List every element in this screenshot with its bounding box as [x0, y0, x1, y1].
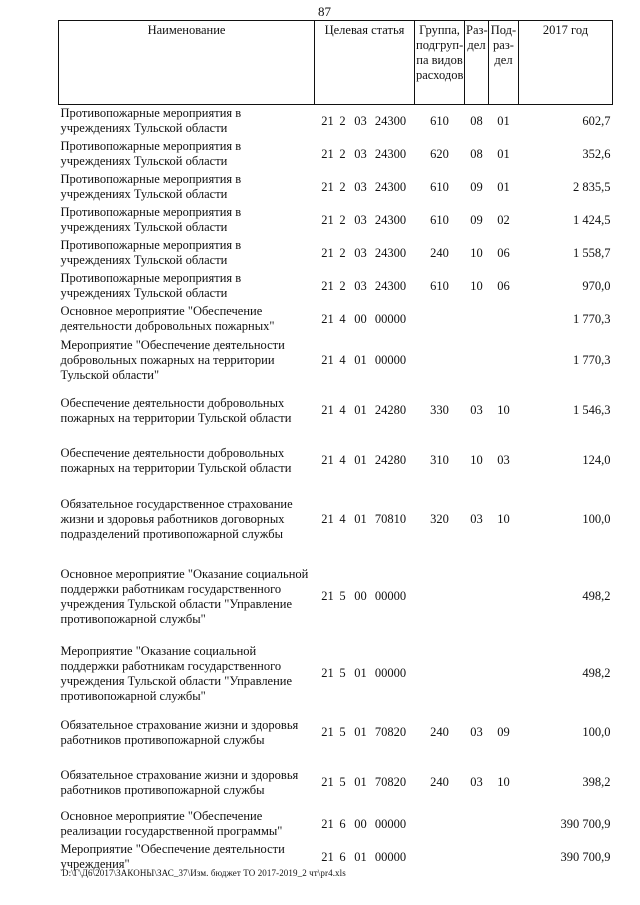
row-section — [465, 336, 489, 386]
row-name: Противопожарные мероприятия в учреждениях Тульской области — [60, 238, 242, 267]
row-name: Противопожарные мероприятия в учреждениях Тульской области — [60, 271, 242, 300]
target-article-part: 00000 — [374, 353, 407, 367]
row-name: Обеспечение деятельности добровольных пожарных на территории Тульской области — [60, 445, 292, 475]
row-group — [415, 640, 465, 708]
target-article-part: 21 — [321, 212, 334, 227]
row-group: 620 — [430, 146, 449, 161]
table-body — [59, 105, 613, 874]
row-section: 03 — [470, 512, 483, 526]
row-amount: 602,7 — [582, 113, 611, 128]
row-group — [415, 808, 465, 841]
target-article-part: 21 — [321, 113, 334, 128]
header-subsection: Под- раз- дел — [489, 21, 519, 105]
row-target-article — [315, 138, 415, 171]
row-name: Мероприятие "Обеспечение деятельности добровольных пожарных на территории Тульской области" — [60, 338, 285, 382]
row-target-article — [315, 105, 415, 138]
row-section: 08 — [470, 113, 483, 128]
row-subsection: 06 — [497, 245, 510, 260]
target-article-part: 21 — [321, 146, 334, 161]
table-row — [59, 204, 613, 237]
row-name: Основное мероприятие "Обеспечение реализации государственной программы" — [60, 809, 283, 838]
table-row — [59, 303, 613, 336]
row-subsection: 03 — [497, 453, 510, 467]
row-target-article — [315, 486, 415, 554]
row-subsection: 02 — [497, 212, 510, 227]
target-article-part: 21 — [321, 725, 334, 739]
footer-file-path: D:\Г\Д6\2017\ЗАКОНЫ\ЗАС_37\Изм. бюджет ТО 2017-2019_2 чт\pr4.xls — [62, 868, 346, 878]
row-amount: 398,2 — [582, 775, 611, 789]
row-subsection: 10 — [497, 512, 510, 526]
row-amount: 1 770,3 — [573, 353, 611, 367]
row-section: 08 — [470, 146, 483, 161]
row-amount: 390 700,9 — [560, 816, 611, 831]
target-article-part: 00000 — [374, 666, 407, 680]
row-section: 09 — [470, 212, 483, 227]
row-amount: 498,2 — [582, 666, 611, 680]
row-section — [465, 640, 489, 708]
row-section: 10 — [470, 278, 483, 293]
header-section: Раз- дел — [465, 21, 489, 105]
row-section: 03 — [470, 403, 483, 417]
target-article-part: 03 — [354, 146, 367, 161]
row-target-article — [315, 436, 415, 486]
target-article-part: 5 — [339, 666, 346, 680]
row-name: Основное мероприятие "Обеспечение деятельности добровольных пожарных" — [60, 304, 275, 333]
target-article-part: 24300 — [374, 245, 407, 260]
header-target-article: Целевая статья — [315, 21, 415, 105]
target-article-part: 70810 — [374, 512, 407, 526]
row-group: 610 — [430, 113, 449, 128]
row-amount: 970,0 — [582, 278, 611, 293]
row-target-article — [315, 808, 415, 841]
target-article-part: 01 — [354, 666, 367, 680]
row-subsection: 10 — [497, 403, 510, 417]
header-name: Наименование — [59, 21, 315, 105]
header-group: Группа, подгруп- па видов расходов — [415, 21, 465, 105]
table-row — [59, 486, 613, 554]
row-subsection: 01 — [497, 113, 510, 128]
row-section: 10 — [470, 453, 483, 467]
row-group — [415, 303, 465, 336]
target-article-part: 03 — [354, 245, 367, 260]
target-article-part: 70820 — [374, 725, 407, 739]
row-group — [415, 554, 465, 640]
row-name: Основное мероприятие "Оказание социальной поддержки работникам государственного учреждения Тульской области "Управление противопожарной службы" — [60, 566, 309, 626]
row-subsection — [489, 336, 519, 386]
target-article-part: 21 — [321, 353, 334, 367]
target-article-part: 21 — [321, 403, 334, 417]
target-article-part: 2 — [339, 212, 346, 227]
row-subsection — [489, 841, 519, 874]
row-target-article — [315, 303, 415, 336]
row-section — [465, 841, 489, 874]
row-name: Обязательное государственное страхование жизни и здоровья работников договорных подразделений противопожарной службы — [60, 497, 293, 541]
target-article-part: 00000 — [374, 816, 407, 831]
target-article-part: 21 — [321, 816, 334, 831]
target-article-part: 03 — [354, 179, 367, 194]
row-subsection: 10 — [497, 775, 510, 789]
table-row — [59, 386, 613, 436]
row-target-article — [315, 270, 415, 303]
target-article-part: 01 — [354, 775, 367, 789]
target-article-part: 2 — [339, 113, 346, 128]
target-article-part: 00 — [354, 311, 367, 326]
row-name: Мероприятие "Оказание социальной поддержки работникам государственного учреждения Тульской области "Управление противопожарной службы" — [60, 643, 293, 703]
target-article-part: 21 — [321, 589, 334, 603]
target-article-part: 21 — [321, 666, 334, 680]
table-header-row — [59, 21, 613, 105]
target-article-part: 2 — [339, 245, 346, 260]
row-subsection — [489, 808, 519, 841]
row-section: 09 — [470, 179, 483, 194]
row-amount: 498,2 — [582, 589, 611, 603]
target-article-part: 03 — [354, 212, 367, 227]
row-target-article — [315, 237, 415, 270]
table-row — [59, 237, 613, 270]
target-article-part: 21 — [321, 245, 334, 260]
row-subsection: 06 — [497, 278, 510, 293]
table-row — [59, 554, 613, 640]
row-target-article — [315, 708, 415, 758]
target-article-part: 21 — [321, 512, 334, 526]
row-name: Противопожарные мероприятия в учреждениях Тульской области — [60, 106, 242, 136]
target-article-part: 00000 — [374, 589, 407, 603]
row-section — [465, 303, 489, 336]
row-amount: 1 546,3 — [573, 403, 611, 417]
target-article-part: 24280 — [374, 403, 407, 417]
target-article-part: 5 — [339, 589, 346, 603]
row-name: Противопожарные мероприятия в учреждениях Тульской области — [60, 139, 242, 168]
row-group: 310 — [430, 453, 449, 467]
target-article-part: 21 — [321, 775, 334, 789]
target-article-part: 21 — [321, 453, 334, 467]
target-article-part: 2 — [339, 146, 346, 161]
target-article-part: 24280 — [374, 453, 407, 467]
row-target-article — [315, 171, 415, 204]
row-group — [415, 336, 465, 386]
row-name: Обязательное страхование жизни и здоровья работников противопожарной службы — [60, 717, 299, 747]
target-article-part: 01 — [354, 725, 367, 739]
table-row — [59, 138, 613, 171]
target-article-part: 03 — [354, 278, 367, 293]
target-article-part: 01 — [354, 353, 367, 367]
target-article-part: 24300 — [374, 278, 407, 293]
target-article-part: 4 — [339, 353, 346, 367]
header-year: 2017 год — [519, 21, 613, 105]
table-row — [59, 640, 613, 708]
row-group: 610 — [430, 179, 449, 194]
row-name: Противопожарные мероприятия в учреждениях Тульской области — [60, 205, 242, 234]
row-subsection: 01 — [497, 146, 510, 161]
target-article-part: 24300 — [374, 146, 407, 161]
page-number: 87 — [318, 4, 331, 19]
target-article-part: 2 — [339, 179, 346, 194]
target-article-part: 24300 — [374, 113, 407, 128]
row-section: 10 — [470, 245, 483, 260]
row-group — [415, 841, 465, 874]
row-subsection: 01 — [497, 179, 510, 194]
row-amount: 124,0 — [582, 453, 611, 467]
target-article-part: 01 — [354, 403, 367, 417]
row-amount: 390 700,9 — [560, 849, 611, 864]
table-row — [59, 758, 613, 808]
row-section — [465, 554, 489, 640]
budget-table — [58, 20, 613, 874]
row-group: 240 — [430, 775, 449, 789]
row-name: Обеспечение деятельности добровольных пожарных на территории Тульской области — [60, 395, 292, 425]
target-article-part: 03 — [354, 113, 367, 128]
row-target-article — [315, 640, 415, 708]
row-amount: 1 558,7 — [573, 245, 611, 260]
target-article-part: 2 — [339, 278, 346, 293]
table-row — [59, 171, 613, 204]
row-group: 320 — [430, 512, 449, 526]
row-name: Обязательное страхование жизни и здоровья работников противопожарной службы — [60, 767, 299, 797]
row-group: 240 — [430, 245, 449, 260]
row-group: 330 — [430, 403, 449, 417]
row-name: Мероприятие "Обеспечение деятельности учреждения" — [60, 842, 285, 871]
row-amount: 100,0 — [582, 725, 611, 739]
table-row — [59, 105, 613, 138]
row-target-article — [315, 386, 415, 436]
row-group: 610 — [430, 278, 449, 293]
row-group: 240 — [430, 725, 449, 739]
row-subsection — [489, 303, 519, 336]
table-row — [59, 336, 613, 386]
row-amount: 2 835,5 — [573, 179, 611, 194]
target-article-part: 4 — [339, 512, 346, 526]
table-row — [59, 708, 613, 758]
target-article-part: 6 — [339, 816, 346, 831]
target-article-part: 21 — [321, 278, 334, 293]
target-article-part: 21 — [321, 849, 334, 864]
row-amount: 352,6 — [582, 146, 611, 161]
row-section — [465, 808, 489, 841]
target-article-part: 00 — [354, 816, 367, 831]
target-article-part: 5 — [339, 775, 346, 789]
table-row — [59, 270, 613, 303]
target-article-part: 00000 — [374, 849, 407, 864]
row-subsection — [489, 554, 519, 640]
target-article-part: 6 — [339, 849, 346, 864]
target-article-part: 4 — [339, 311, 346, 326]
target-article-part: 21 — [321, 311, 334, 326]
target-article-part: 00 — [354, 589, 367, 603]
row-subsection: 09 — [497, 725, 510, 739]
row-amount: 100,0 — [582, 512, 611, 526]
row-target-article — [315, 336, 415, 386]
row-name: Противопожарные мероприятия в учреждениях Тульской области — [60, 172, 242, 201]
row-subsection — [489, 640, 519, 708]
row-section: 03 — [470, 775, 483, 789]
target-article-part: 4 — [339, 403, 346, 417]
target-article-part: 21 — [321, 179, 334, 194]
target-article-part: 24300 — [374, 212, 407, 227]
row-target-article — [315, 554, 415, 640]
target-article-part: 01 — [354, 453, 367, 467]
row-target-article — [315, 204, 415, 237]
row-amount: 1 770,3 — [573, 311, 611, 326]
row-target-article — [315, 758, 415, 808]
table-row — [59, 808, 613, 841]
row-group: 610 — [430, 212, 449, 227]
target-article-part: 01 — [354, 849, 367, 864]
target-article-part: 5 — [339, 725, 346, 739]
target-article-part: 01 — [354, 512, 367, 526]
table-row — [59, 436, 613, 486]
target-article-part: 24300 — [374, 179, 407, 194]
target-article-part: 00000 — [374, 311, 407, 326]
row-amount: 1 424,5 — [573, 212, 611, 227]
row-section: 03 — [470, 725, 483, 739]
target-article-part: 4 — [339, 453, 346, 467]
target-article-part: 70820 — [374, 775, 407, 789]
